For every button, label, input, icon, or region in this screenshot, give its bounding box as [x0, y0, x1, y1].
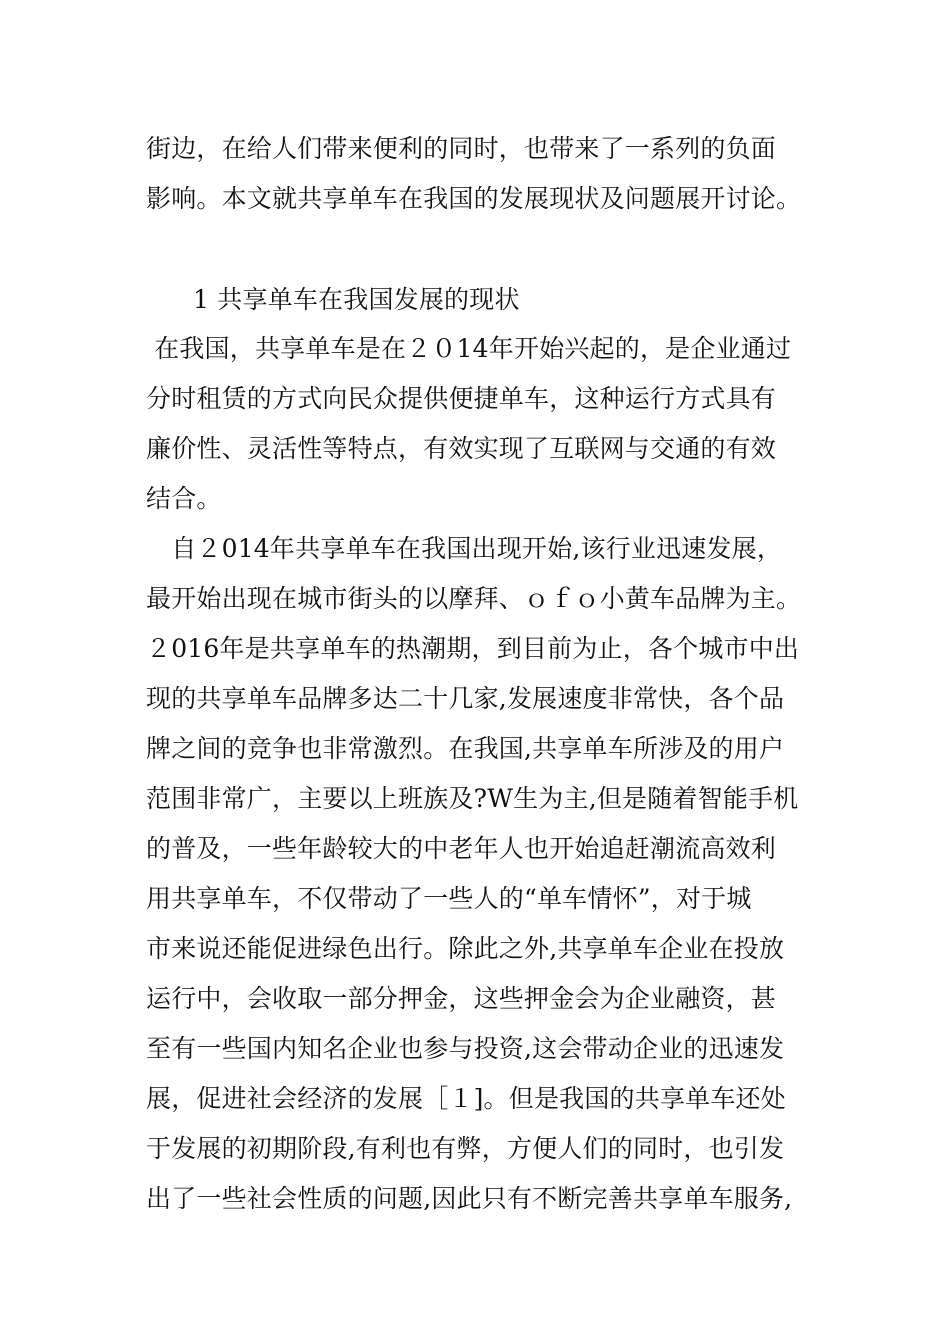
paragraph-line: 展，促进社会经济的发展［１]。但是我国的共享单车还处 — [146, 1084, 786, 1113]
paragraph-line: 廉价性、灵活性等特点，有效实现了互联网与交通的有效 — [146, 434, 777, 463]
paragraph-line: 范围非常广，主要以上班族及?W生为主,但是随着智能手机 — [146, 784, 799, 813]
paragraph-line: 在我国，共享单车是在２０14年开始兴起的，是企业通过 — [146, 334, 792, 363]
paragraph-line: 分时租赁的方式向民众提供便捷单车，这种运行方式具有 — [146, 384, 777, 413]
paragraph-line: 自２014年共享单车在我国出现开始,该行业迅速发展， — [146, 534, 783, 563]
paragraph-line: 现的共享单车品牌多达二十几家,发展速度非常快，各个品 — [146, 684, 785, 713]
paragraph-line: ２016年是共享单车的热潮期，到目前为止，各个城市中出 — [146, 634, 800, 663]
paragraph-line: 市来说还能促进绿色出行。除此之外,共享单车企业在投放 — [146, 934, 785, 963]
paragraph-line: 最开始出现在城市街头的以摩拜、ｏｆｏ小黄车品牌为主。 — [146, 584, 802, 613]
paragraph-line: 结合。 — [146, 484, 222, 513]
paragraph-line: 用共享单车，不仅带动了一些人的“单车情怀”，对于城 — [146, 884, 752, 913]
paragraph-line: 的普及，一些年龄较大的中老年人也开始追赶潮流高效利 — [146, 834, 777, 863]
paragraph-line: 牌之间的竞争也非常激烈。在我国,共享单车所涉及的用户 — [146, 734, 785, 763]
intro-line: 影响。本文就共享单车在我国的发展现状及问题展开讨论。 — [146, 184, 802, 213]
intro-line: 街边，在给人们带来便利的同时，也带来了一系列的负面 — [146, 134, 777, 163]
section-heading: 1 共享单车在我国发展的现状 — [193, 285, 520, 314]
paragraph-line: 于发展的初期阶段,有利也有弊，方便人们的同时，也引发 — [146, 1134, 785, 1163]
paragraph-line: 至有一些国内知名企业也参与投资,这会带动企业的迅速发 — [146, 1034, 785, 1063]
paragraph-line: 运行中，会收取一部分押金，这些押金会为企业融资，甚 — [146, 984, 777, 1013]
paragraph-line: 出了一些社会性质的问题,因此只有不断完善共享单车服务, — [146, 1184, 793, 1213]
